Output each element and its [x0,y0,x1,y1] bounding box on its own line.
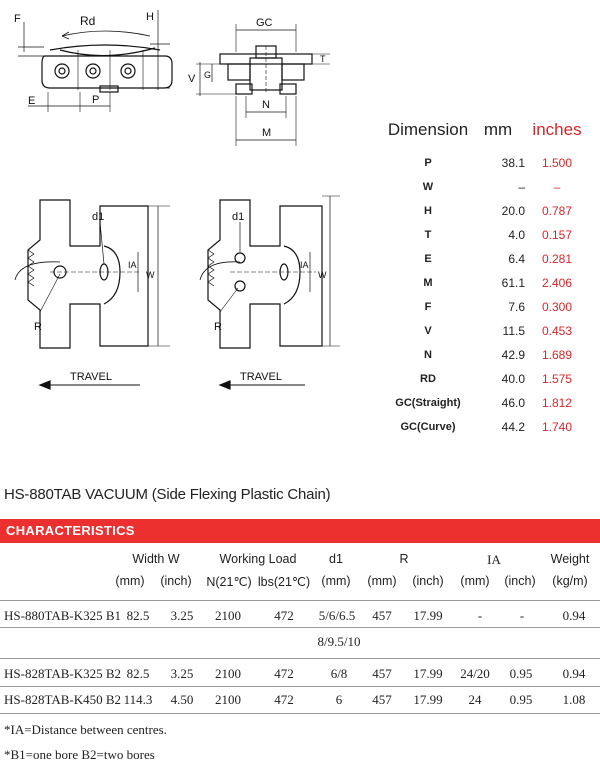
note-ia: *IA=Distance between centres. [4,722,167,737]
dimension-row [385,415,590,439]
label-v: V [188,73,196,85]
dimension-name: H [424,205,432,217]
label-ia-left: IA [128,260,137,270]
cell-w-mm: 82.5 [126,666,150,681]
header-weight: Weight [550,552,590,566]
dimension-mm: 44.2 [501,420,525,434]
dimension-inches: 0.157 [541,228,573,242]
product-title: HS-880TAB VACUUM (Side Flexing Plastic Chain) [4,486,331,503]
dimension-inches: 0.453 [541,324,573,338]
dimension-name: T [424,229,432,241]
label-gc: GC [256,17,273,29]
header-dimension: Dimension [387,120,469,139]
dimension-name: P [424,157,432,169]
dimension-row [385,391,590,415]
header-ia: IA [487,552,501,567]
subheader-weight-unit: (kg/m) [552,574,588,588]
dimension-mm: 40.0 [501,372,525,386]
cell-w-mm: 82.5 [126,608,150,623]
cell-load-n: 2100 [215,666,241,681]
dimension-table-header [385,118,590,142]
cell-weight: 0.94 [562,666,586,681]
dimension-row [385,199,590,223]
table-rule [0,713,600,714]
header-width: Width W [132,552,180,566]
label-d1-left: d1 [92,211,105,223]
dimension-inches: 1.689 [541,348,573,362]
label-f: F [14,13,21,25]
dimension-mm: – [518,180,525,194]
dimension-name: V [424,325,432,337]
subheader-r-inch: (inch) [412,574,444,588]
dimension-inches: 2.406 [541,276,573,290]
cell-ia-mm: - [477,608,483,623]
cell-w-inch: 3.25 [170,666,194,681]
dimension-inches: 0.300 [541,300,573,314]
dimension-inches: 1.500 [541,156,573,170]
cell-ia-inch: 0.95 [509,692,533,707]
dimension-row [385,295,590,319]
dimension-inches: 1.575 [541,372,573,386]
label-h: H [146,11,154,23]
dimension-row [385,367,590,391]
table-rule [0,627,600,628]
dimension-row [385,175,590,199]
label-m: M [262,127,272,139]
characteristics-bar [0,519,600,543]
cell-ia-mm: 24 [468,692,482,707]
subheader-d1-mm: (mm) [321,574,351,588]
dimension-mm: 4.0 [508,228,525,242]
label-t: T [320,54,326,64]
cell-ia-mm: 24/20 [460,666,490,681]
label-travel-left: TRAVEL [70,371,112,383]
dimension-name: E [424,253,432,265]
header-d1: d1 [329,552,343,566]
header-r: R [399,552,409,566]
table-rule [0,600,600,601]
cell-weight: 0.94 [562,608,586,623]
dimension-mm: 38.1 [501,156,525,170]
label-r-left: R [34,321,42,333]
subheader-ia-mm: (mm) [460,574,490,588]
dimension-name: N [424,349,432,361]
label-w-right: W [318,270,327,280]
label-w-left: W [146,270,155,280]
dimension-row [385,223,590,247]
subheader-ia-inch: (inch) [504,574,536,588]
label-p: P [92,94,100,106]
dimension-mm: 6.4 [508,252,525,266]
label-d1-right: d1 [232,211,245,223]
dimension-row [385,319,590,343]
dimension-inches: 0.281 [541,252,573,266]
cell-r-mm: 457 [372,692,392,707]
cell-load-lbs: 472 [274,608,294,623]
label-e: E [28,95,36,107]
cell-load-n: 2100 [215,692,241,707]
header-working-load: Working Load [219,552,297,566]
dimension-row [385,271,590,295]
cell-w-inch: 4.50 [170,692,194,707]
dimension-mm: 11.5 [502,324,525,338]
dimension-mm: 7.6 [508,300,525,314]
label-rd: Rd [80,14,96,28]
characteristics-label: CHARACTERISTICS [6,523,135,538]
table-rule [0,686,600,687]
dimension-name: GC(Straight) [395,397,461,409]
cell-model: HS-828TAB-K450 B2 [4,692,122,707]
dimension-inches: 1.812 [541,396,573,410]
table-rule [0,658,600,659]
dimension-row [385,247,590,271]
dimension-name: W [422,181,434,193]
cell-load-lbs: 472 [274,666,294,681]
cell-r-mm: 457 [372,608,392,623]
cell-d1: 5/6/6.5 [318,608,356,623]
subheader-r-mm: (mm) [367,574,397,588]
subheader-w-mm: (mm) [115,574,145,588]
dimension-row [385,343,590,367]
dimension-table [385,118,590,439]
cell-model: HS-828TAB-K325 B2 [4,666,122,681]
dimension-mm: 61.1 [501,276,525,290]
cell-r-mm: 457 [372,666,392,681]
subheader-load-lbs: lbs(21℃) [257,575,311,589]
label-travel-right: TRAVEL [240,371,282,383]
cell-load-n: 2100 [215,608,241,623]
cell-model: HS-880TAB-K325 B1 [4,608,122,623]
cell-d1: 8/9.5/10 [317,634,361,649]
subheader-w-inch: (inch) [160,574,192,588]
cell-w-mm: 114.3 [123,692,153,707]
dimension-mm: 46.0 [501,396,525,410]
label-g: G [204,70,212,80]
dimension-inches: – [553,180,561,194]
cell-r-inch: 17.99 [413,666,443,681]
plan-view-one-bore-drawing [15,200,170,389]
dimension-inches: 1.740 [541,420,573,434]
dimension-mm: 20.0 [501,204,525,218]
plan-view-two-bores-drawing [200,196,340,389]
label-ia-right: IA [300,260,309,270]
cell-weight: 1.08 [562,692,586,707]
cell-r-inch: 17.99 [413,608,443,623]
label-n: N [262,99,270,111]
dimension-inches: 0.787 [541,204,573,218]
dimension-name: M [423,277,433,289]
label-r-right: R [214,321,222,333]
header-inches: inches [532,120,582,139]
header-mm: mm [483,120,513,139]
dimension-rows [385,151,590,439]
dimension-row [385,151,590,175]
subheader-load-n: N(21℃) [206,575,252,589]
cell-ia-inch: 0.95 [509,666,533,681]
cell-load-lbs: 472 [274,692,294,707]
dimension-name: RD [420,373,436,385]
cell-d1: 6 [335,692,343,707]
note-bores: *B1=one bore B2=two bores [4,747,155,762]
dimension-name: GC(Curve) [400,421,456,433]
cell-d1: 6/8 [330,666,348,681]
dimension-mm: 42.9 [501,348,525,362]
cell-w-inch: 3.25 [170,608,194,623]
dimension-name: F [424,301,432,313]
cell-r-inch: 17.99 [413,692,443,707]
cell-ia-inch: - [519,608,525,623]
